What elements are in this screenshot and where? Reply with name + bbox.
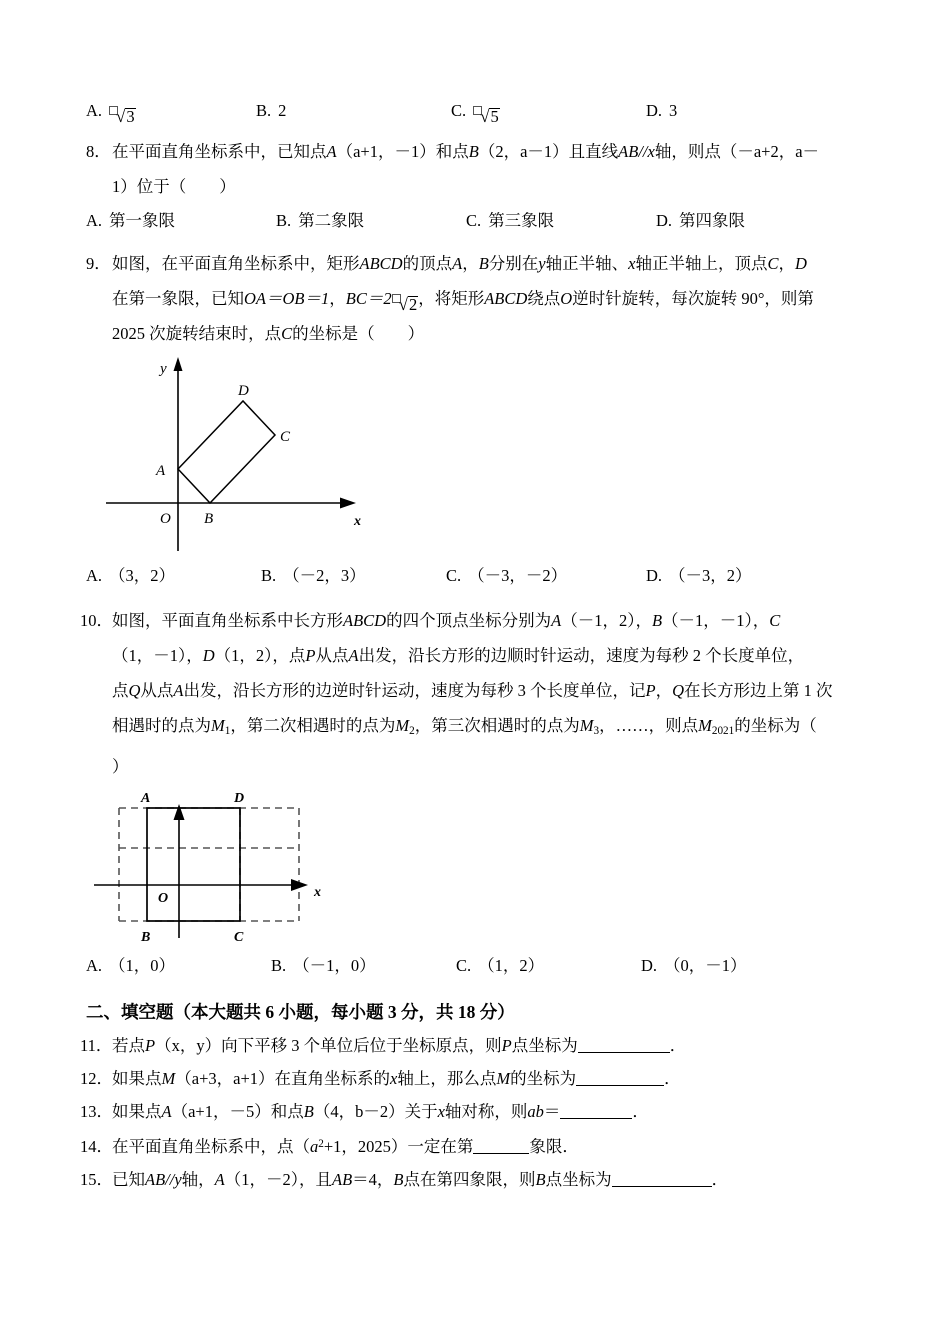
q9-t11: 2025 次旋转结束时，点 <box>112 324 282 343</box>
question-15 <box>80 1163 876 1196</box>
q13-eq: ＝ <box>543 1101 561 1121</box>
q14-t2: +1，2025）一定在第 <box>323 1136 474 1156</box>
q10-coordD: （1，2），点 <box>214 646 306 665</box>
q9-t7: ， <box>329 289 346 308</box>
origin-label-O: O <box>158 890 169 906</box>
q10-t11: ，第二次相遇时的点为 <box>230 716 396 735</box>
q12-vx: x <box>390 1068 398 1088</box>
q7-option-d-letter: D. <box>646 101 663 120</box>
q14-exponent: 2 <box>318 1137 324 1150</box>
q11-answer-blank[interactable] <box>578 1052 670 1053</box>
q9-t5: 轴正半轴上，顶点 <box>635 254 768 273</box>
q10-sub3: 3 <box>593 724 600 737</box>
q10-option-b-text: （－1，0） <box>293 955 376 975</box>
vertex-label-C: C <box>234 929 244 945</box>
q9-vA: A <box>452 254 463 273</box>
q9-option-c-letter: C. <box>446 566 462 585</box>
vertex-label-A: A <box>156 463 166 479</box>
q13-t1: 如果点 <box>112 1101 162 1121</box>
q10-t6: 点 <box>112 681 129 700</box>
question-12 <box>80 1062 876 1095</box>
q7-option-d[interactable] <box>646 96 677 126</box>
q8-text-3: 1）位于（ ） <box>112 177 236 196</box>
q9-option-d-text: （－3，2） <box>669 566 752 585</box>
q9-vx: x <box>628 254 636 273</box>
q15-t1: 已知 <box>112 1169 145 1189</box>
q12-number: 12． <box>80 1068 113 1088</box>
q7-option-a-radicand: 3 <box>126 107 135 126</box>
q10-t1: 如图，平面直角坐标系中长方形 <box>112 611 343 630</box>
q8-var-A: A <box>326 142 337 161</box>
x-axis-label: x <box>314 884 321 900</box>
q10-t9: 在长方形边上第 1 次 <box>684 681 833 700</box>
q8-coordB: （2，a－1）且直线 <box>478 142 619 161</box>
q10-option-c[interactable] <box>456 951 641 981</box>
q9-t6: 在第一象限，已知 <box>112 289 244 308</box>
q10-vQ: Q <box>128 681 141 700</box>
q13-vB: B <box>303 1101 314 1121</box>
q9-option-b[interactable] <box>261 561 446 591</box>
q10-t10: 相遇时的点为 <box>112 716 211 735</box>
q9-t12: 的坐标是（ ） <box>292 324 425 343</box>
q8-number: 8． <box>86 142 111 161</box>
q9-option-a[interactable] <box>86 561 261 591</box>
q13-answer-blank[interactable] <box>560 1118 632 1119</box>
q10-vM2021: M <box>698 716 712 735</box>
q10-t7: 从点 <box>140 681 174 700</box>
q10-t2: 的四个顶点坐标分别为 <box>386 611 552 630</box>
q10-option-a[interactable] <box>86 951 271 981</box>
radical-sign: √ <box>398 295 408 314</box>
question-11 <box>80 1029 876 1062</box>
q10-vA3: A <box>173 681 184 700</box>
q9-abcd: ABCD <box>359 254 403 273</box>
q10-t14: 的坐标为（ <box>734 716 817 735</box>
q10-coordB: （－1，－1）， <box>662 611 770 630</box>
q9-c2: ， <box>778 254 795 273</box>
question-13 <box>80 1095 876 1128</box>
q10-option-a-letter: A. <box>86 955 103 975</box>
q13-t4: 轴对称，则 <box>444 1101 528 1121</box>
q15-t2: 轴， <box>181 1169 215 1189</box>
q11-period: ． <box>669 1035 687 1055</box>
q9-t1: 如图，在平面直角坐标系中，矩形 <box>112 254 360 273</box>
sqrt-icon <box>473 107 500 125</box>
q11-t2: （x，y）向下平移 3 个单位后位于坐标原点，则 <box>155 1035 502 1055</box>
q15-vB2: B <box>535 1169 546 1189</box>
q12-t2: （a+3，a+1）在直角坐标系的 <box>175 1068 391 1088</box>
q10-comma: ， <box>655 681 673 700</box>
q11-t3: 点坐标为 <box>511 1035 578 1055</box>
q10-t8: 出发，沿长方形的边逆时针运动，速度为每秒 3 个长度单位，记 <box>183 681 646 700</box>
q9-option-c[interactable] <box>446 561 646 591</box>
q13-vA: A <box>161 1101 172 1121</box>
q9-option-a-text: （3，2） <box>109 566 176 585</box>
q10-t12: ，第三次相遇时的点为 <box>414 716 580 735</box>
q9-t9: 绕点 <box>527 289 561 308</box>
sqrt-icon <box>109 107 136 125</box>
q8-option-b-letter: B. <box>276 211 292 230</box>
q14-t1: 在平面直角坐标系中，点（ <box>112 1136 310 1156</box>
q8-option-a[interactable] <box>86 206 276 236</box>
q10-t3: （1，－1）， <box>112 646 203 665</box>
q9-vD: D <box>794 254 807 273</box>
q7-option-c-letter: C. <box>451 101 467 120</box>
q9-vC: C <box>767 254 779 273</box>
q10-sub1: 1 <box>224 724 231 737</box>
q10-t15: ） <box>112 756 129 776</box>
q9-figure <box>86 351 876 561</box>
q9-option-c-text: （－3，－2） <box>468 566 568 585</box>
q9-options-row <box>86 561 876 591</box>
q11-t1: 若点 <box>112 1035 145 1055</box>
q8-option-c-letter: C. <box>466 211 482 230</box>
q8-option-a-text: 第一象限 <box>109 211 176 230</box>
q10-sub2021: 2021 <box>711 724 735 737</box>
q14-va: a <box>310 1136 319 1156</box>
q10-vM3: M <box>579 716 594 735</box>
q8-option-d[interactable] <box>656 206 745 236</box>
page-content <box>80 96 876 1196</box>
q13-period: ． <box>632 1101 649 1121</box>
q9-t4: 轴正半轴、 <box>545 254 629 273</box>
q13-ab: ab <box>527 1101 544 1121</box>
q10-figure <box>86 786 876 951</box>
q13-t2: （a+1，－5）和点 <box>171 1101 304 1121</box>
q9-t10: 逆时针旋转，每次旋转 90°，则第 <box>572 289 814 308</box>
q9-option-d-letter: D. <box>646 566 663 585</box>
q10-vM2: M <box>395 716 410 735</box>
q7-option-a-letter: A. <box>86 101 103 120</box>
y-axis-arrow <box>174 804 185 820</box>
q8-option-c-text: 第三象限 <box>488 211 555 230</box>
q10-option-b[interactable] <box>271 951 456 981</box>
q10-vC: C <box>769 611 781 630</box>
q8-text-1: 在平面直角坐标系中，已知点 <box>112 142 327 161</box>
q9-t3: 分别在 <box>488 254 539 273</box>
radical-sign: √ <box>480 107 490 126</box>
q15-vA: A <box>214 1169 225 1189</box>
rotating-rectangle-diagram <box>86 351 406 561</box>
q12-t4: 的坐标为 <box>510 1068 577 1088</box>
q10-t4: 从点 <box>315 646 349 665</box>
q10-options-row <box>86 951 876 981</box>
vertex-label-D: D <box>238 383 249 399</box>
q15-answer-blank[interactable] <box>612 1186 712 1187</box>
q14-t3: 象限． <box>529 1136 579 1156</box>
q13-t3: （4，b－2）关于 <box>313 1101 438 1121</box>
q10-option-d-letter: D. <box>641 955 658 975</box>
q8-options-row <box>86 206 876 236</box>
q10-vP2: P <box>645 681 656 700</box>
q7-option-c-radicand: 5 <box>490 107 499 126</box>
q15-aby: AB//y <box>145 1169 182 1189</box>
q11-number: 11． <box>80 1035 113 1055</box>
q10-option-d-text: （0，－1） <box>664 955 747 975</box>
q15-t6: 点坐标为 <box>545 1169 612 1189</box>
q10-vA: A <box>551 611 562 630</box>
vertex-label-D: D <box>234 790 245 806</box>
q15-number: 15． <box>80 1169 113 1189</box>
q15-vB: B <box>393 1169 404 1189</box>
q8-coordA: （a+1，－1）和点 <box>336 142 469 161</box>
q10-vQ2: Q <box>672 681 685 700</box>
q8-var-AB: AB//x <box>618 142 655 161</box>
q7-options-row <box>86 96 876 126</box>
q12-vM2: M <box>496 1068 511 1088</box>
question-8 <box>86 134 876 204</box>
q10-option-c-text: （1，2） <box>478 955 545 975</box>
q10-vD: D <box>202 646 215 665</box>
q10-vM1: M <box>211 716 225 735</box>
q10-t5: 出发，沿长方形的边顺时针运动，速度为每秒 2 个长度单位， <box>358 646 805 665</box>
q10-option-d[interactable] <box>641 951 747 981</box>
q9-c1: ， <box>462 254 479 273</box>
q11-vP: P <box>145 1035 156 1055</box>
y-axis-label: y <box>160 361 167 377</box>
q10-option-c-letter: C. <box>456 955 472 975</box>
q9-option-d[interactable] <box>646 561 752 591</box>
q10-vA2: A <box>348 646 359 665</box>
rectangle-grid-diagram <box>86 786 336 946</box>
q9-t2: 的顶点 <box>402 254 453 273</box>
q9-option-a-letter: A. <box>86 566 103 585</box>
q10-coordA: （－1，2）， <box>561 611 652 630</box>
q12-vM: M <box>161 1068 176 1088</box>
q9-abcd2: ABCD <box>484 289 528 308</box>
question-9 <box>86 246 876 351</box>
q10-abcd: ABCD <box>343 611 387 630</box>
q10-option-b-letter: B. <box>271 955 287 975</box>
q8-option-d-text: 第四象限 <box>679 211 746 230</box>
x-axis-label: x <box>354 514 361 529</box>
q15-t4: ＝4， <box>352 1169 394 1189</box>
q9-vO: O <box>560 289 573 308</box>
y-axis-arrow <box>174 357 183 371</box>
q10-sub2: 2 <box>409 724 415 737</box>
q8-option-b-text: 第二象限 <box>298 211 365 230</box>
vertex-label-B: B <box>204 511 214 527</box>
q9-option-b-text: （－2，3） <box>283 566 366 585</box>
q8-text-2: 轴，则点（－a+2，a－ <box>654 142 820 161</box>
q9-bc: BC＝2 <box>345 289 392 308</box>
q12-period: ． <box>664 1068 681 1088</box>
q7-option-b-letter: B. <box>256 101 272 120</box>
q10-vP: P <box>305 646 316 665</box>
q9-number: 9． <box>86 254 111 273</box>
q10-number: 10． <box>80 611 113 630</box>
q14-answer-blank[interactable] <box>473 1153 529 1154</box>
q10-vB: B <box>651 611 663 630</box>
q13-number: 13． <box>80 1101 113 1121</box>
q14-number: 14． <box>80 1136 113 1156</box>
q15-t5: 点在第四象限，则 <box>403 1169 536 1189</box>
q9-vB: B <box>478 254 489 273</box>
question-14 <box>80 1128 876 1163</box>
sqrt-icon <box>392 295 419 313</box>
q15-ab4: AB <box>332 1169 353 1189</box>
q8-option-c[interactable] <box>466 206 656 236</box>
q9-option-b-letter: B. <box>261 566 277 585</box>
q9-oaob: OA＝OB＝1 <box>244 289 330 308</box>
q10-option-a-text: （1，0） <box>109 955 176 975</box>
q9-bc-radicand: 2 <box>408 295 418 314</box>
vertex-label-C: C <box>280 429 291 445</box>
q10-t13: ，……，则点 <box>599 716 699 735</box>
rectangle-abcd <box>178 401 275 503</box>
q7-option-b[interactable] <box>256 96 451 126</box>
q7-option-b-text: 2 <box>278 101 287 120</box>
q13-vx: x <box>437 1101 445 1121</box>
q9-vy: y <box>538 254 546 273</box>
origin-label-O: O <box>160 511 171 527</box>
q15-period: ． <box>711 1169 729 1189</box>
radical-sign: √ <box>116 107 126 126</box>
vertex-label-A: A <box>141 790 151 806</box>
question-10 <box>80 603 876 784</box>
q9-vC2: C <box>281 324 293 343</box>
q9-t8: ，将矩形 <box>418 289 485 308</box>
q7-option-a[interactable] <box>86 96 256 126</box>
q12-t3: 轴上，那么点 <box>397 1068 497 1088</box>
q7-option-d-text: 3 <box>669 101 678 120</box>
q11-vP2: P <box>501 1035 512 1055</box>
x-axis-arrow <box>340 498 356 509</box>
q8-option-a-letter: A. <box>86 211 103 230</box>
q7-option-c[interactable] <box>451 96 646 126</box>
vertex-label-B: B <box>141 929 151 945</box>
q8-option-b[interactable] <box>276 206 466 236</box>
q12-t1: 如果点 <box>112 1068 162 1088</box>
section-2-heading: 二、填空题（本大题共 6 小题，每小题 3 分，共 18 分） <box>86 1001 515 1022</box>
q8-option-d-letter: D. <box>656 211 673 230</box>
q8-var-B: B <box>468 142 479 161</box>
q15-t3: （1，－2），且 <box>224 1169 332 1189</box>
q12-answer-blank[interactable] <box>576 1085 664 1086</box>
